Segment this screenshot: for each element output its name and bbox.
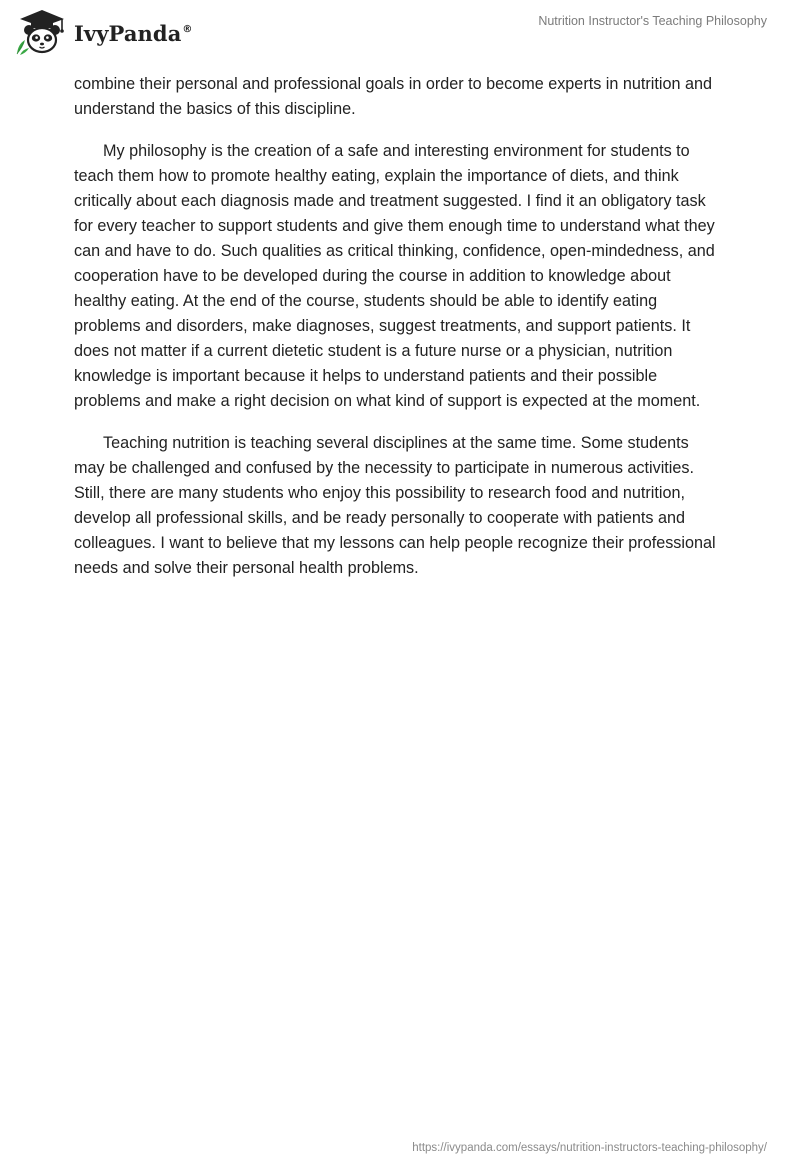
- panda-graduate-icon: [14, 8, 70, 56]
- paragraph: My philosophy is the creation of a safe and interesting environment for students to teach them how to promote healthy eating, explain the importance of diets, and think critically about each diagnosis made and treatment suggested. I find it an obligatory task for every teacher to support students and give them enough time to understand what they can and have to do. Such qualities as critical thinking, confidence, open-mindedness, and cooperation have to be developed during the course in addition to knowledge about healthy eating. At the end of the course, students should be able to identify eating problems and disorders, make diagnoses, suggest treatments, and support patients. It does not matter if a current dietetic student is a future nurse or a physician, nutrition knowledge is important because it helps to understand patients and their possible problems and make a right decision on what kind of support is expected at the moment.: [74, 142, 715, 410]
- page-header: [0, 0, 800, 64]
- essay-body: [74, 72, 722, 598]
- paragraph-continued: combine their personal and professional goals in order to become experts in nutrition and understand the basics of this discipline.: [74, 75, 712, 118]
- paragraph: Teaching nutrition is teaching several disciplines at the same time. Some students may be challenged and confused by the necessity to participate in numerous activities. Still, there are many students who enjoy this possibility to research food and nutrition, develop all professional skills, and be ready personally to cooperate with patients and colleagues. I want to believe that my lessons can help people recognize their professional needs and solve their personal health problems.: [74, 434, 716, 577]
- brand-name: IvyPanda®: [74, 20, 193, 46]
- registered-mark: ®: [182, 23, 193, 35]
- document-title: Nutrition Instructor's Teaching Philosophy: [538, 14, 767, 28]
- source-url[interactable]: https://ivypanda.com/essays/nutrition-instructors-teaching-philosophy/: [412, 1142, 767, 1154]
- ivypanda-logo[interactable]: [14, 8, 193, 56]
